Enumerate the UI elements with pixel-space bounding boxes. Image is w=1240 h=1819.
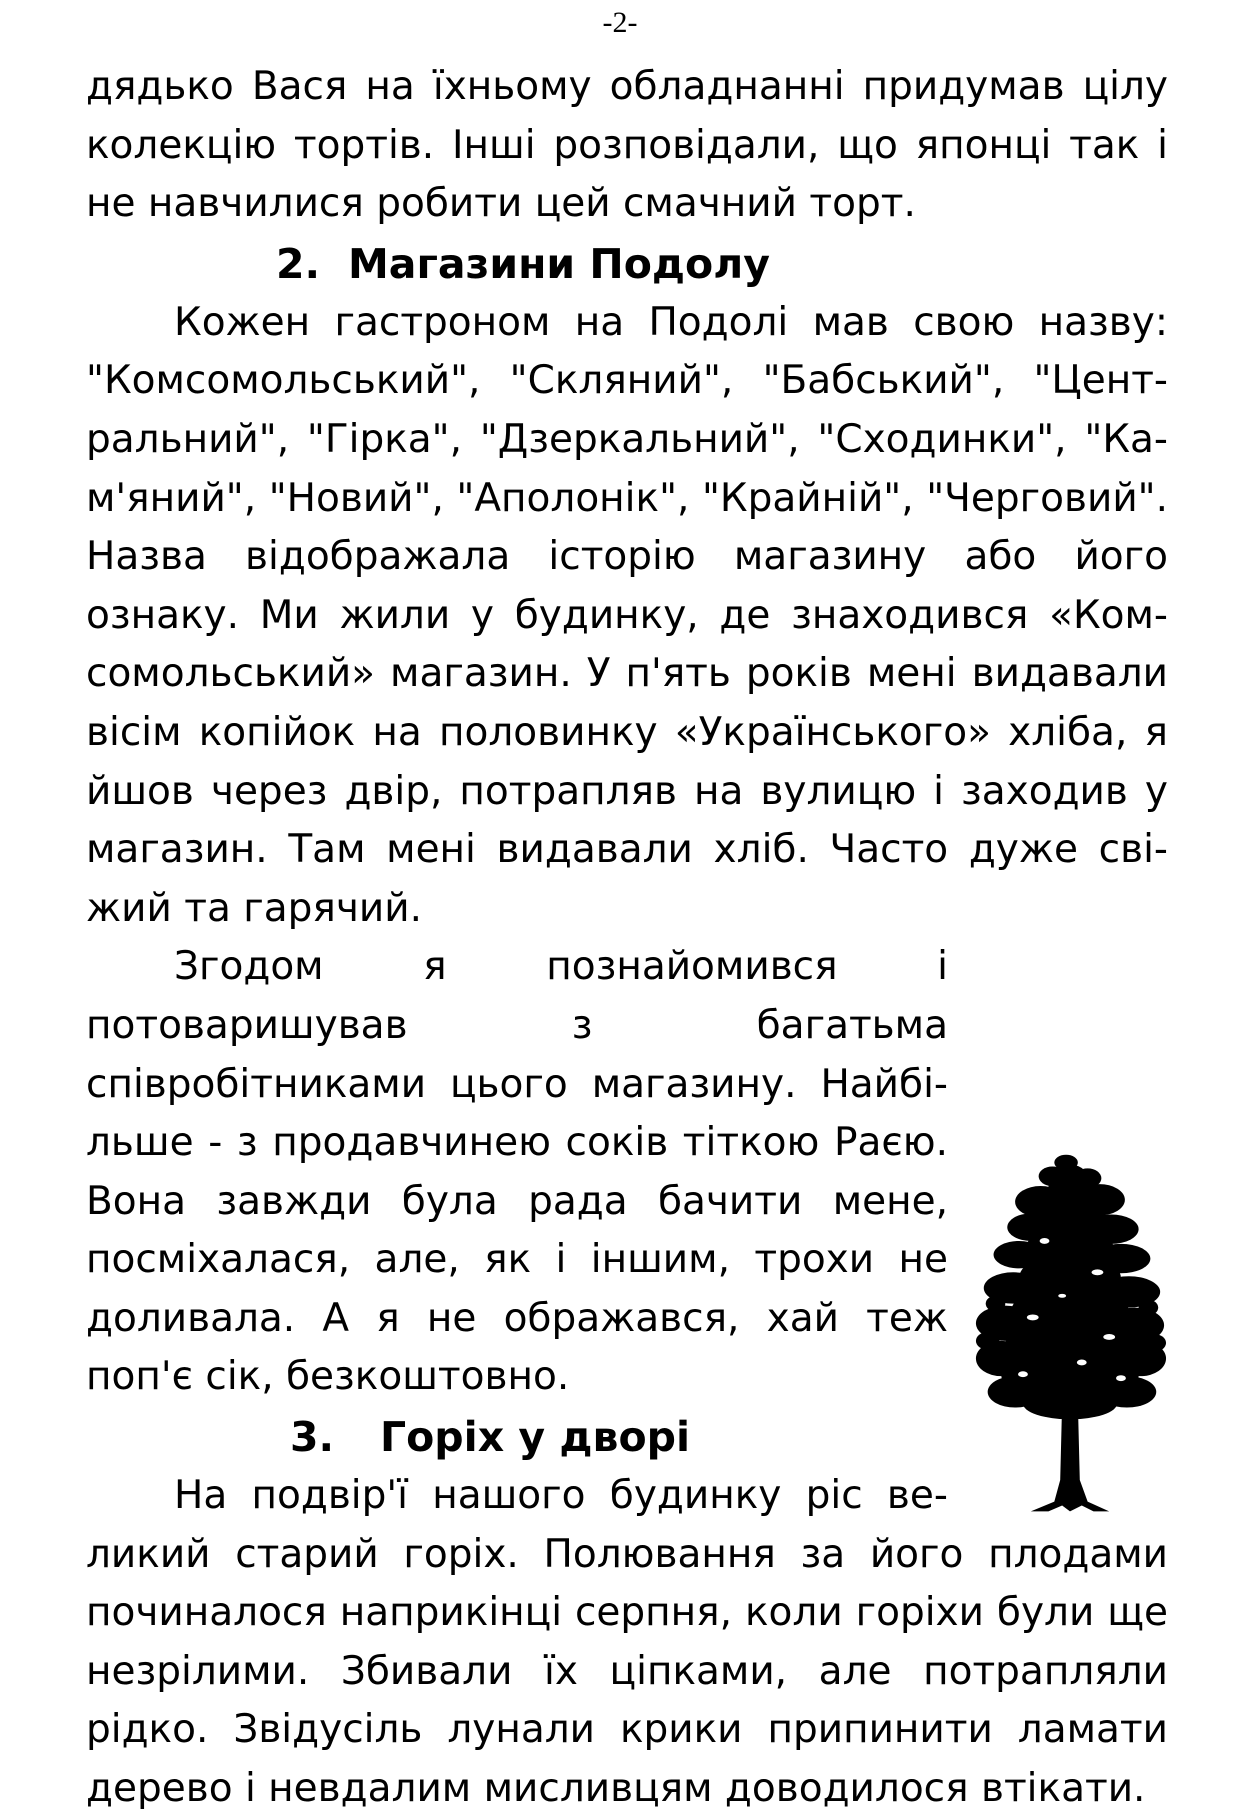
paragraph-walnut: На подвір'ї нашого будинку ріс великий старий горіх. Полювання за його плодами починалося наприкінці серпня, коли горіхи були ще незрілими. Збивали їх ціпками, але потрапляли рідко. Звідусіль лунали крики припинити ламати дерево і невдалим мисливцям доводилося втікати.: [86, 1473, 1168, 1812]
intro-paragraph: дядько Вася на їхньому обладнанні придумав цілу колекцію тортів. Інші розповідали, що японці так і не навчилися робити цей смачний торт.: [86, 64, 1168, 227]
paragraph-shop-names: Кожен гастроном на Подолі мав свою назву: "Комсомольський", "Скляний", "Бабський", "Центральний", "Гірка", "Дзеркальний", "Сходинки", "Кам'яний", "Новий", "Аполонік", "Крайній", "Черговий". Назва відображала історію магазину або його ознаку. Ми жили у будинку, де знаходився «Комсомольський» магазин. У п'ять років мені видавали вісім копійок на половинку «Українського» хліба, я йшов через двір, потрапляв на вулицю і заходив у магазин. Там мені видавали хліб. Часто дуже свіжий та гарячий.: [86, 299, 1168, 931]
tree-icon: [972, 1153, 1168, 1519]
section-number: 2.: [276, 239, 321, 288]
page-content: [86, 58, 1168, 1819]
section-title: Магазини Подолу: [348, 239, 770, 288]
page-number: -2-: [602, 6, 638, 39]
section-heading-shops: [86, 234, 1168, 294]
section-number: 3.: [290, 1413, 335, 1462]
paragraph-friends: Згодом я познайомився і потоваришував з багатьма співробітниками цього магазину. Найбільше - з продавчинею соків тіткою Раєю. Вона завжди була рада бачити мене, посміхалася, але, як і іншим, трохи не доливала. А я не ображався, хай теж поп'є сік, безкоштовно.: [86, 944, 948, 1400]
section-title: Горіх у дворі: [380, 1413, 691, 1462]
tree-illustration: [972, 1153, 1168, 1519]
